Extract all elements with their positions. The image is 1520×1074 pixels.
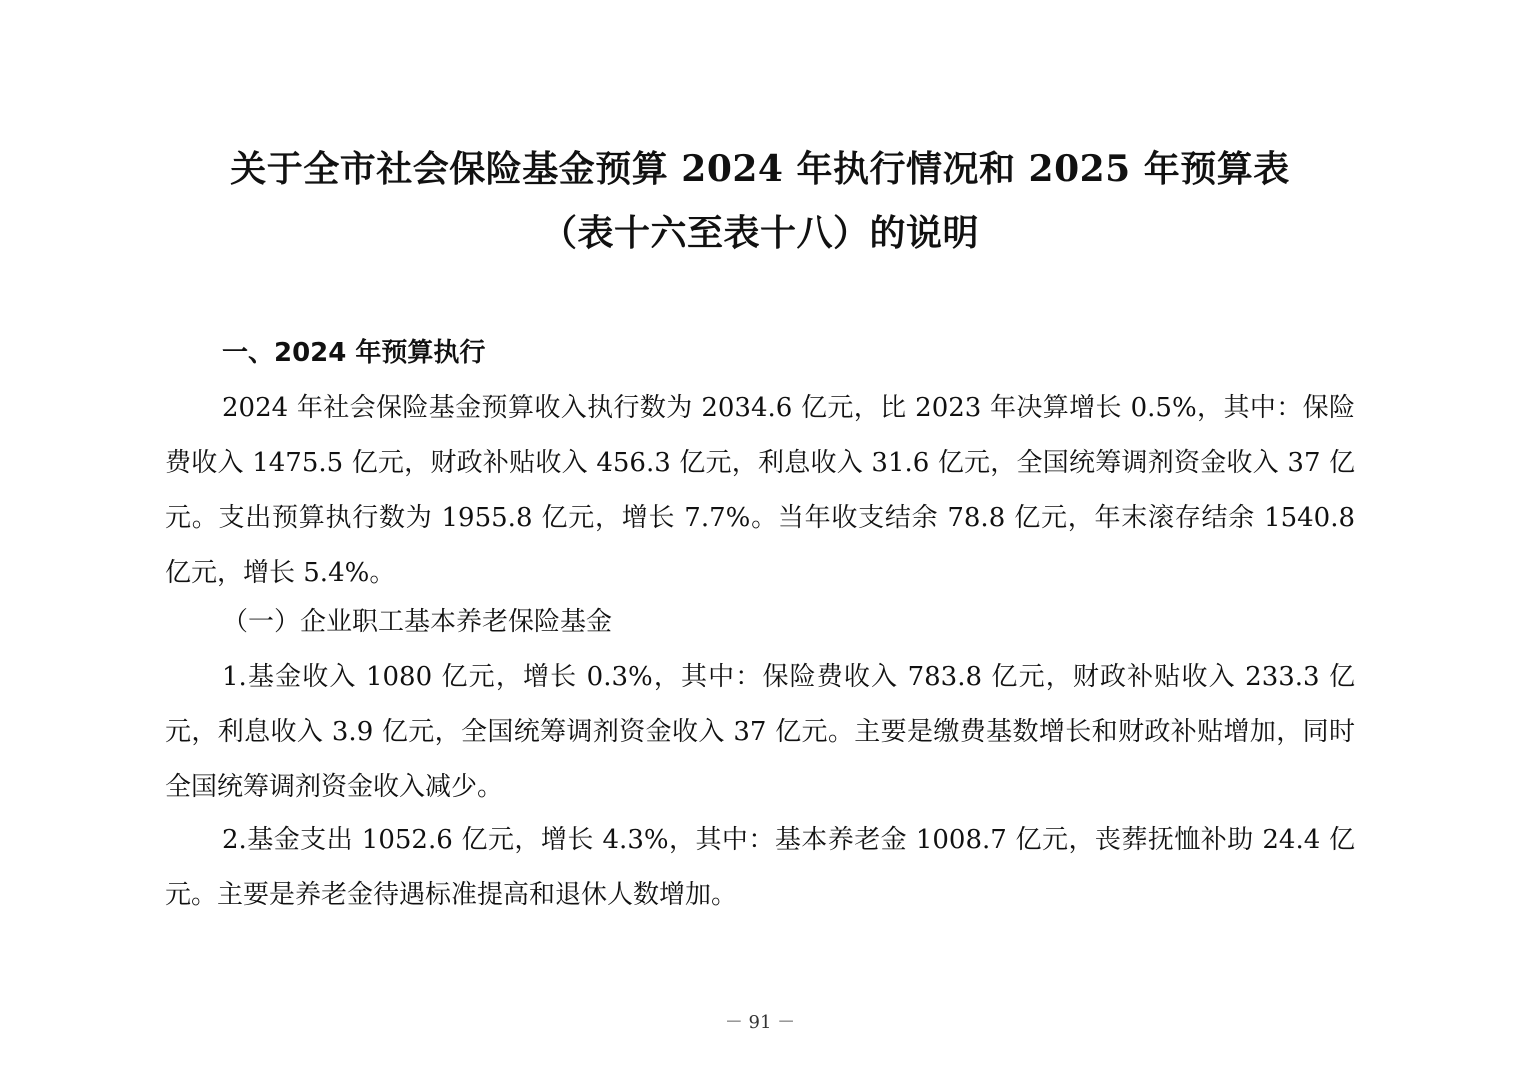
subsection-heading-enterprise-pension-fund: （一）企业职工基本养老保险基金 — [222, 607, 613, 637]
section-1-body — [165, 381, 1355, 601]
document-title-line-2: （表十六至表十八）的说明 — [540, 212, 979, 254]
page-number: － 91 － — [724, 1012, 796, 1033]
section-1-paragraph: 2024 年社会保险基金预算收入执行数为 2034.6 亿元，比 2023 年决算增长 0.5%，其中：保险费收入 1475.5 亿元，财政补贴收入 456.3 亿元，利息收入 31.6 亿元，全国统筹调剂资金收入 37 亿元。支出预算执行数为 1955.8 亿元，增长 7.7%。当年收支结余 78.8 亿元，年末滚存结余 1540.8 亿元，增长 5.4%。 — [165, 393, 1355, 588]
subsection-1-item-2-block — [165, 813, 1355, 923]
section-heading-2024-budget-execution: 一、2024 年预算执行 — [222, 338, 486, 368]
fund-expenditure-paragraph: 2.基金支出 1052.6 亿元，增长 4.3%，其中：基本养老金 1008.7 亿元，丧葬抚恤补助 24.4 亿元。主要是养老金待遇标准提高和退休人数增加。 — [165, 825, 1355, 910]
document-title-line-1: 关于全市社会保险基金预算 2024 年执行情况和 2025 年预算表 — [230, 148, 1290, 190]
subsection-1-item-1-block — [165, 650, 1355, 815]
fund-income-paragraph: 1.基金收入 1080 亿元，增长 0.3%，其中：保险费收入 783.8 亿元，财政补贴收入 233.3 亿元，利息收入 3.9 亿元，全国统筹调剂资金收入 37 亿元。主要是缴费基数增长和财政补贴增加，同时全国统筹调剂资金收入减少。 — [165, 662, 1355, 802]
